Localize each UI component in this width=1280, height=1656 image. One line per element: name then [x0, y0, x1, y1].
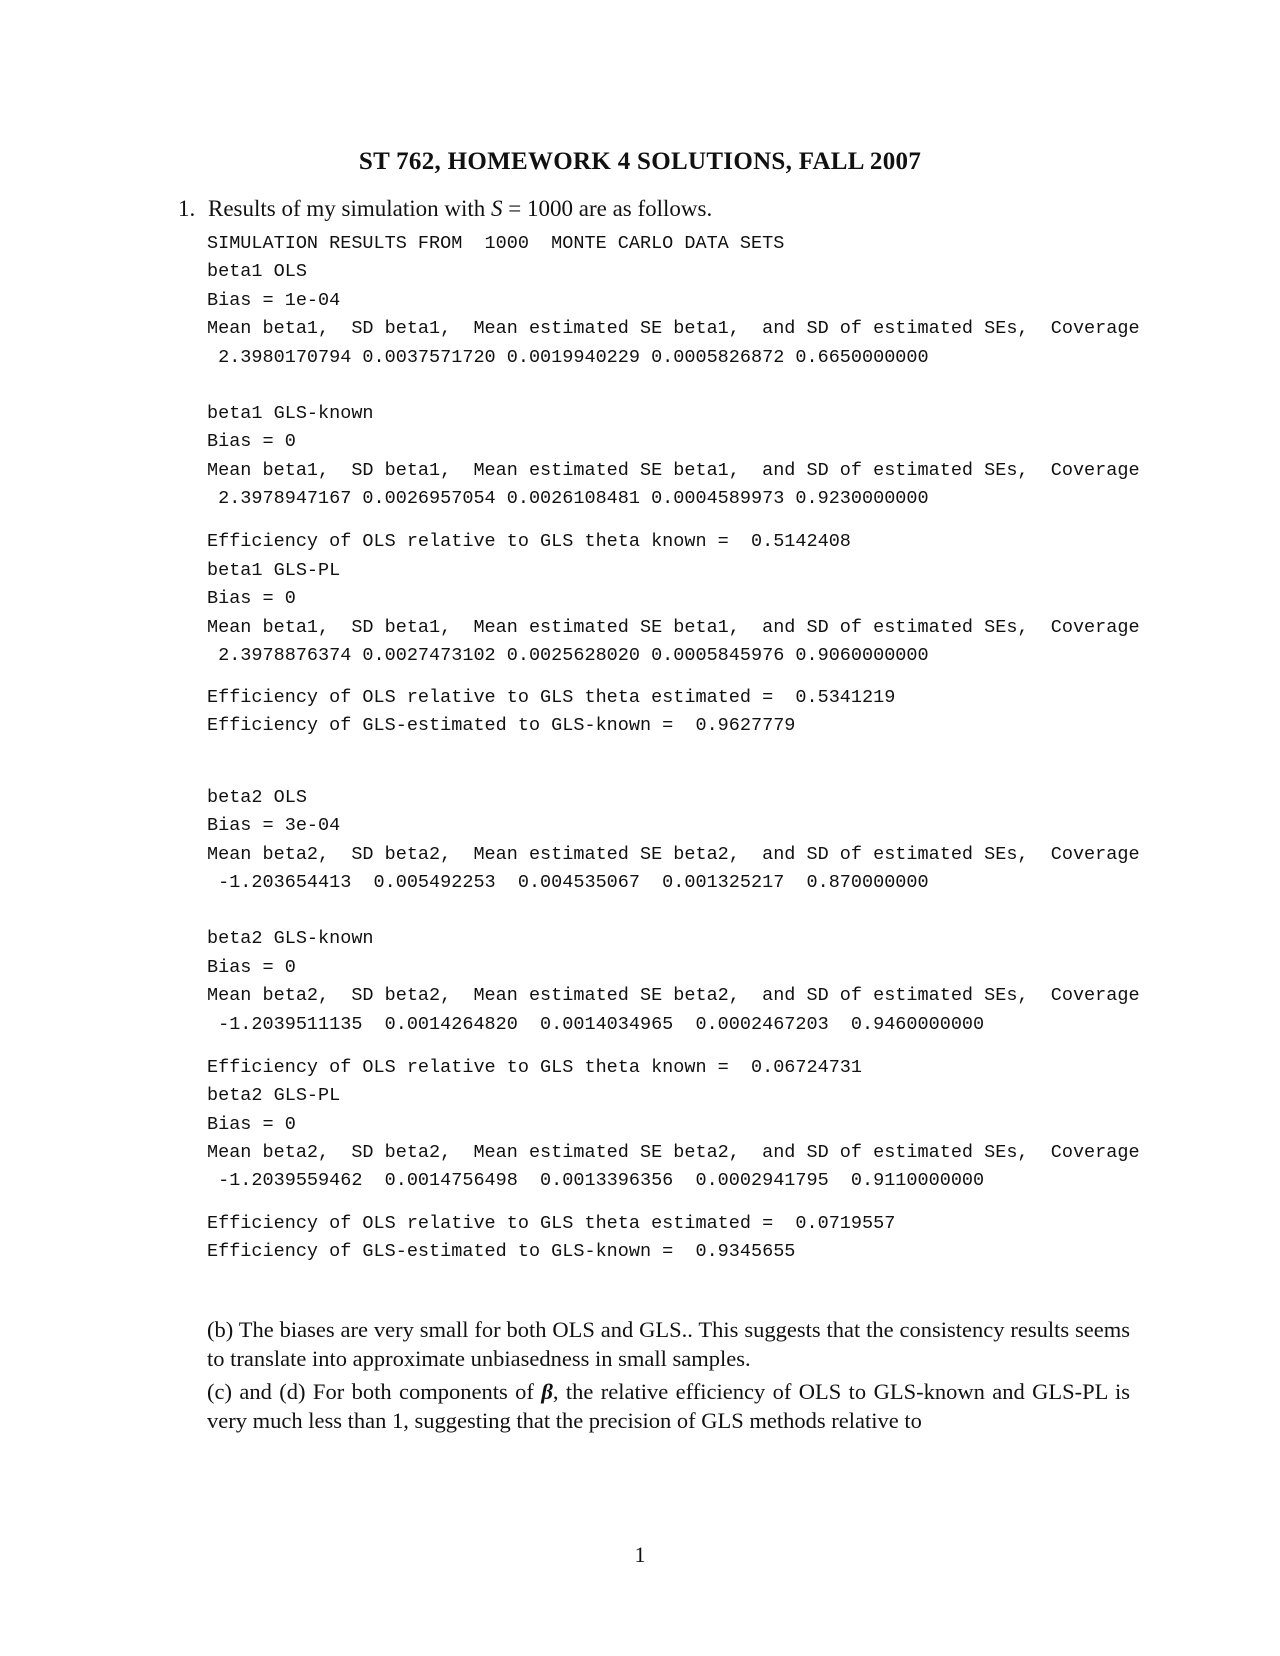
beta1-efficiency-known: Efficiency of OLS relative to GLS theta known = 0.5142408: [207, 531, 851, 552]
output-header: SIMULATION RESULTS FROM 1000 MONTE CARLO DATA SETS: [207, 233, 785, 254]
beta1-glsknown-bias: Bias = 0: [207, 431, 296, 452]
beta1-efficiency-gls: Efficiency of GLS-estimated to GLS-known = 0.9627779: [207, 715, 796, 736]
page-number: 1: [634, 1542, 646, 1567]
beta1-efficiency-estimated: Efficiency of OLS relative to GLS theta estimated = 0.5341219: [207, 687, 896, 708]
beta2-ols-values: -1.203654413 0.005492253 0.004535067 0.001325217 0.870000000: [207, 872, 929, 893]
intro-text-before: Results of my simulation with: [208, 196, 492, 221]
beta1-glspl-header: Mean beta1, SD beta1, Mean estimated SE beta1, and SD of estimated SEs, Coverage: [207, 617, 1140, 638]
paragraph-c-after: , the relative efficiency of OLS to GLS-known and GLS-PL is very much less than 1, suggesting that the precision of GLS methods relative to: [207, 1379, 1130, 1433]
paragraph-c-before: (c) and (d) For both components of: [207, 1379, 542, 1404]
beta2-ols-header: Mean beta2, SD beta2, Mean estimated SE beta2, and SD of estimated SEs, Coverage: [207, 844, 1140, 865]
beta2-efficiency-estimated: Efficiency of OLS relative to GLS theta estimated = 0.0719557: [207, 1213, 896, 1234]
paragraph-b: (b) The biases are very small for both OLS and GLS.. This suggests that the consistency results seems to translate into approximate unbiasedness in small samples.: [207, 1317, 1130, 1371]
intro-text-after: = 1000 are as follows.: [502, 196, 713, 221]
beta1-glspl-bias: Bias = 0: [207, 588, 296, 609]
beta1-ols-header: Mean beta1, SD beta1, Mean estimated SE beta1, and SD of estimated SEs, Coverage: [207, 318, 1140, 339]
page-title: ST 762, HOMEWORK 4 SOLUTIONS, FALL 2007: [358, 148, 922, 175]
beta1-glsknown-label: beta1 GLS-known: [207, 403, 374, 424]
beta1-ols-label: beta1 OLS: [207, 261, 307, 282]
beta1-glspl-label: beta1 GLS-PL: [207, 560, 341, 581]
beta1-glspl-values: 2.3978876374 0.0027473102 0.0025628020 0.0005845976 0.9060000000: [207, 645, 929, 666]
beta1-glsknown-values: 2.3978947167 0.0026957054 0.0026108481 0.0004589973 0.9230000000: [207, 488, 929, 509]
beta1-ols-values: 2.3980170794 0.0037571720 0.0019940229 0.0005826872 0.6650000000: [207, 347, 929, 368]
beta2-glsknown-values: -1.2039511135 0.0014264820 0.0014034965 0.0002467203 0.9460000000: [207, 1014, 985, 1035]
beta2-ols-label: beta2 OLS: [207, 787, 307, 808]
beta2-glsknown-bias: Bias = 0: [207, 957, 296, 978]
beta2-glspl-header: Mean beta2, SD beta2, Mean estimated SE beta2, and SD of estimated SEs, Coverage: [207, 1142, 1140, 1163]
beta1-glsknown-header: Mean beta1, SD beta1, Mean estimated SE beta1, and SD of estimated SEs, Coverage: [207, 460, 1140, 481]
beta2-glspl-bias: Bias = 0: [207, 1114, 296, 1135]
beta2-glspl-label: beta2 GLS-PL: [207, 1085, 341, 1106]
beta-vector-symbol: β: [541, 1379, 553, 1404]
paragraph-c: [207, 1377, 1130, 1435]
beta2-efficiency-known: Efficiency of OLS relative to GLS theta known = 0.06724731: [207, 1057, 863, 1078]
intro-variable: S: [491, 196, 503, 221]
beta2-glsknown-label: beta2 GLS-known: [207, 928, 374, 949]
beta2-efficiency-gls: Efficiency of GLS-estimated to GLS-known = 0.9345655: [207, 1241, 796, 1262]
beta1-ols-bias: Bias = 1e-04: [207, 290, 341, 311]
item-number: 1.: [178, 196, 196, 221]
beta2-glsknown-header: Mean beta2, SD beta2, Mean estimated SE beta2, and SD of estimated SEs, Coverage: [207, 985, 1140, 1006]
beta2-ols-bias: Bias = 3e-04: [207, 815, 341, 836]
item-1-intro: [178, 196, 712, 222]
beta2-glspl-values: -1.2039559462 0.0014756498 0.0013396356 0.0002941795 0.9110000000: [207, 1170, 985, 1191]
